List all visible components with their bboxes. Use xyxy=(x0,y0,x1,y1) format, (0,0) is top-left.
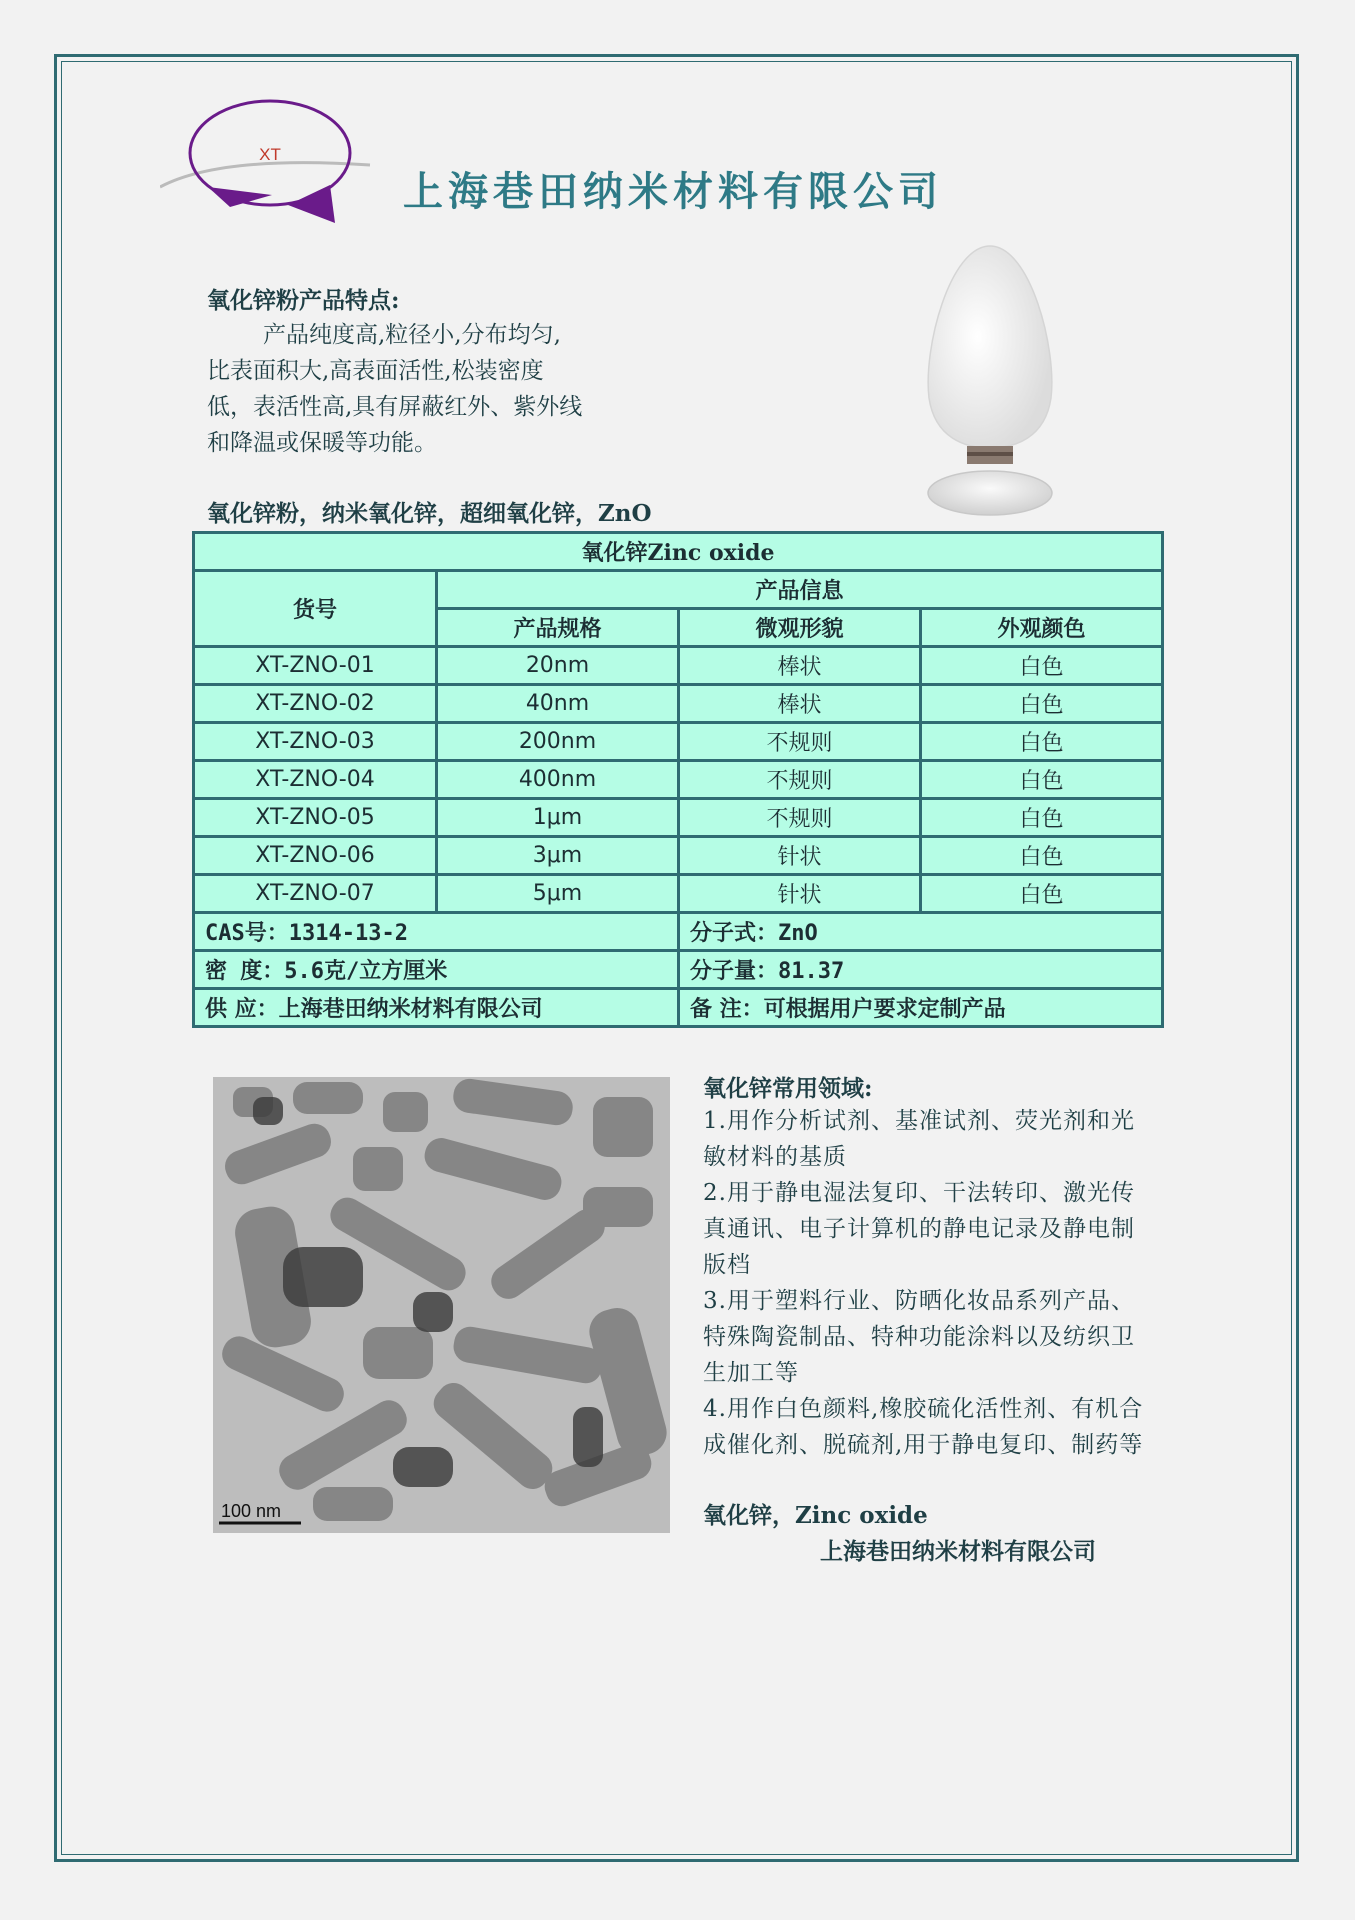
cell-morph: 不规则 xyxy=(680,762,919,797)
table-row xyxy=(195,686,1161,721)
col-header-item: 货号 xyxy=(195,572,435,645)
cell-id: XT-ZNO-06 xyxy=(195,838,435,873)
applications-footer-company: 上海巷田纳米材料有限公司 xyxy=(820,1538,1096,1565)
company-title: 上海巷田纳米材料有限公司 xyxy=(403,168,943,215)
col-header-color: 外观颜色 xyxy=(922,610,1161,645)
cell-color: 白色 xyxy=(922,724,1161,759)
cell-color: 白色 xyxy=(922,686,1161,721)
cell-morph: 针状 xyxy=(680,876,919,911)
cell-spec: 20nm xyxy=(438,648,677,683)
cell-color: 白色 xyxy=(922,876,1161,911)
tem-particles xyxy=(213,1077,670,1533)
features-heading: 氧化锌粉产品特点: xyxy=(207,287,400,314)
application-item: 1.用作分析试剂、基准试剂、荧光剂和光敏材料的基质 xyxy=(703,1108,1135,1170)
remark: 备 注：可根据用户要求定制产品 xyxy=(680,990,1161,1025)
table-row xyxy=(195,724,1161,759)
application-item: 3.用于塑料行业、防晒化妆品系列产品、特殊陶瓷制品、特种功能涂料以及纺织卫生加工等 xyxy=(703,1288,1135,1386)
cell-id: XT-ZNO-07 xyxy=(195,876,435,911)
cell-color: 白色 xyxy=(922,648,1161,683)
cell-morph: 针状 xyxy=(680,838,919,873)
powder-bottle-photo xyxy=(915,238,1065,520)
table-row xyxy=(195,648,1161,683)
table-row xyxy=(195,876,1161,911)
keywords-line: 氧化锌粉，纳米氧化锌，超细氧化锌，ZnO xyxy=(207,500,652,527)
cell-spec: 40nm xyxy=(438,686,677,721)
application-item: 4.用作白色颜料,橡胶硫化活性剂、有机合成催化剂、脱硫剂,用于静电复印、制药等 xyxy=(703,1396,1144,1458)
cell-id: XT-ZNO-03 xyxy=(195,724,435,759)
group-header-info: 产品信息 xyxy=(438,572,1161,607)
logo-text: XT xyxy=(259,145,281,164)
application-item: 2.用于静电湿法复印、干法转印、激光传真通讯、电子计算机的静电记录及静电制版档 xyxy=(703,1180,1135,1278)
cell-color: 白色 xyxy=(922,762,1161,797)
cell-color: 白色 xyxy=(922,800,1161,835)
spec-table xyxy=(192,531,1164,1028)
col-header-spec: 产品规格 xyxy=(438,610,677,645)
cell-id: XT-ZNO-01 xyxy=(195,648,435,683)
table-row xyxy=(195,800,1161,835)
cell-morph: 不规则 xyxy=(680,800,919,835)
table-row xyxy=(195,762,1161,797)
cell-spec: 200nm xyxy=(438,724,677,759)
features-line: 和降温或保暖等功能。 xyxy=(207,430,437,456)
features-body xyxy=(207,317,677,461)
cell-spec: 400nm xyxy=(438,762,677,797)
applications-footer-product: 氧化锌，Zinc oxide xyxy=(703,1502,928,1529)
cell-id: XT-ZNO-04 xyxy=(195,762,435,797)
cell-morph: 棒状 xyxy=(680,648,919,683)
cell-morph: 不规则 xyxy=(680,724,919,759)
cell-spec: 5μm xyxy=(438,876,677,911)
scale-bar-label: 100 nm xyxy=(221,1501,282,1521)
table-title: 氧化锌Zinc oxide xyxy=(195,534,1161,569)
supplier: 供 应：上海巷田纳米材料有限公司 xyxy=(195,990,677,1025)
cell-id: XT-ZNO-02 xyxy=(195,686,435,721)
cell-id: XT-ZNO-05 xyxy=(195,800,435,835)
cell-color: 白色 xyxy=(922,838,1161,873)
tem-micrograph xyxy=(213,1077,670,1533)
features-line: 比表面积大,高表面活性,松装密度 xyxy=(207,358,544,384)
col-header-morph: 微观形貌 xyxy=(680,610,919,645)
molecular-weight: 分子量：81.37 xyxy=(680,952,1161,987)
molecular-formula: 分子式：ZnO xyxy=(680,914,1161,949)
cell-spec: 3μm xyxy=(438,838,677,873)
cell-spec: 1μm xyxy=(438,800,677,835)
company-logo xyxy=(160,95,375,230)
features-line: 产品纯度高,粒径小,分布均匀, xyxy=(263,322,561,348)
cas-number: CAS号：1314-13-2 xyxy=(195,914,677,949)
applications-list xyxy=(703,1103,1153,1463)
table-row xyxy=(195,838,1161,873)
cell-morph: 棒状 xyxy=(680,686,919,721)
applications-heading: 氧化锌常用领域: xyxy=(703,1075,873,1102)
features-line: 低，表活性高,具有屏蔽红外、紫外线 xyxy=(207,394,583,420)
density: 密 度：5.6克/立方厘米 xyxy=(195,952,677,987)
